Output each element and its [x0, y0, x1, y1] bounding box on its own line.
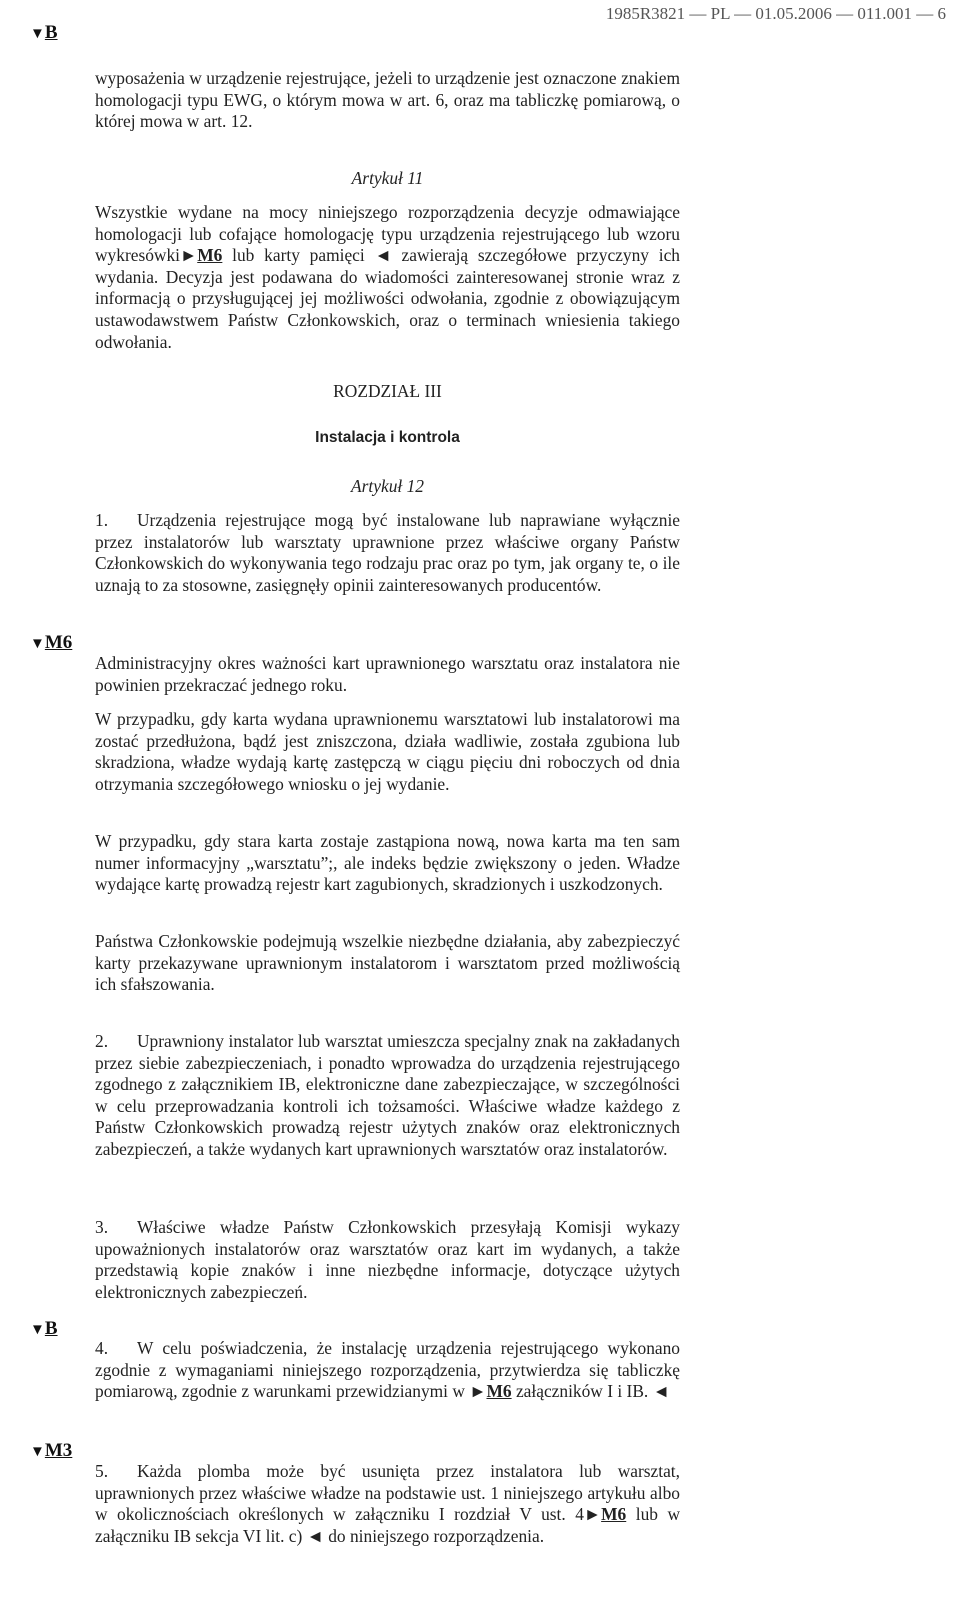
- chapter-title: ROZDZIAŁ III: [333, 381, 442, 401]
- triangle-down-icon: ▼: [30, 1444, 45, 1460]
- chapter-subtitle: Instalacja i kontrola: [315, 429, 460, 446]
- continuation-paragraph: wyposażenia w urządzenie rejestrujące, jeżeli to urządzenie jest oznaczone znakiem homologacji typu EWG, o którym mowa w art. 6, oraz ma tabliczkę pomiarową, o której mowa w art. 12.: [95, 68, 680, 132]
- arrow-left-icon: ◄: [652, 1381, 670, 1402]
- arrow-left-icon: ◄: [306, 1525, 324, 1546]
- paragraph-m6-replacement: W przypadku, gdy karta wydana uprawnionemu warsztatowi lub instalatorowi ma zostać przedłużona, bądź jest zniszczona, działa wadliwie, została zgubiona lub skradziona, władze wydają kartę zastępczą w ciągu pięciu dni roboczych od dnia otrzymania szczegółowego wniosku o jej wydanie.: [95, 709, 680, 794]
- paragraph-m6-security: Państwa Członkowskie podejmują wszelkie niezbędne działania, aby zabezpieczyć karty przekazywane uprawnionym instalatorom i warsztatom przed możliwością ich sfałszowania.: [95, 931, 680, 995]
- paragraph-5: 5. Każda plomba może być usunięta przez instalatora lub warsztat, uprawnionych przez właściwe władze na podstawie ust. 1 niniejszego artykułu albo w okolicznościach określonych w załączniku I rozdział V ust. 4►M6 lub w załączniku IB sekcja VI lit. c) ◄ do niniejszego rozporządzenia.: [95, 1461, 680, 1546]
- paragraph-m6-validity: Administracyjny okres ważności kart uprawnionego warsztatu oraz instalatora nie powinien przekraczać jednego roku.: [95, 653, 680, 695]
- article-11-text: Wszystkie wydane na mocy niniejszego rozporządzenia decyzje odmawiające homologacji lub cofające homologację typu urządzenia rejestrującego lub wzoru wykresówki►M6 lub karty pamięci ◄ zawierają szczegółowe przyczyny ich wydania. Decyzja jest podawana do wiadomości zainteresowanej stronie wraz z informacją o przysługującej jej możliwości odwołania, zgodnie z obowiązującym ustawodawstwem Państw Członkowskich, oraz o terminach wniesienia takiego odwołania.: [95, 202, 680, 352]
- marker-m3: ▼M3: [30, 1440, 73, 1461]
- arrow-right-icon: ►: [583, 1504, 602, 1525]
- arrow-left-icon: ◄: [374, 245, 392, 266]
- paragraph-4: 4. W celu poświadczenia, że instalację urządzenia rejestrującego wykonano zgodnie z wymaganiami niniejszego rozporządzenia, przytwierdza się tabliczkę pomiarową, zgodnie z warunkami przewidzianymi w ►M6 załączników I i IB. ◄: [95, 1338, 680, 1402]
- paragraph-m6-new-card: W przypadku, gdy stara karta zostaje zastąpiona nową, nowa karta ma ten sam numer informacyjny „warsztatu”;, ale indeks będzie zwiększony o jeden. Władze wydające kartę prowadzą rejestr kart zagubionych, skradzionych i uszkodzonych.: [95, 831, 680, 895]
- paragraph-3: 3. Właściwe władze Państw Członkowskich przesyłają Komisji wykazy upoważnionych instalatorów oraz warsztatów oraz kart im wydanych, a także przedstawią kopie znaków i inne niezbędne informacje, dotyczące użytych elektronicznych zabezpieczeń.: [95, 1217, 680, 1302]
- marker-b-2: ▼B: [30, 1318, 58, 1339]
- triangle-down-icon: ▼: [30, 636, 45, 652]
- arrow-right-icon: ►: [180, 245, 198, 266]
- marker-b: ▼B: [30, 22, 58, 43]
- triangle-down-icon: ▼: [30, 26, 45, 42]
- marker-m6: ▼M6: [30, 632, 73, 653]
- article-12-title: Artykuł 12: [351, 476, 424, 496]
- arrow-right-icon: ►: [469, 1381, 487, 1402]
- triangle-down-icon: ▼: [30, 1322, 45, 1338]
- paragraph-1: 1. Urządzenia rejestrujące mogą być instalowane lub naprawiane wyłącznie przez instalatorów lub warsztaty uprawnione przez właściwe organy Państw Członkowskich do wykonywania tego rodzaju prac oraz po tym, jak organy te, o ile uznają to za stosowne, zasięgnęły opinii zainteresowanych producentów.: [95, 510, 680, 595]
- article-11-title: Artykuł 11: [351, 168, 424, 188]
- page-header: 1985R3821 — PL — 01.05.2006 — 011.001 — 6: [605, 4, 946, 23]
- paragraph-2: 2. Uprawniony instalator lub warsztat umieszcza specjalny znak na zakładanych przez siebie zabezpieczeniach, i ponadto wprowadza do urządzenia rejestrującego zgodnego z załącznikiem IB, elektroniczne dane zabezpieczające, w szczególności w celu przeprowadzania kontroli ich tożsamości. Właściwe władze każdego z Państw Członkowskich prowadzą rejestr użytych znaków oraz elektronicznych zabezpieczeń, a także wydanych kart uprawnionych warsztatów oraz instalatorów.: [95, 1031, 680, 1159]
